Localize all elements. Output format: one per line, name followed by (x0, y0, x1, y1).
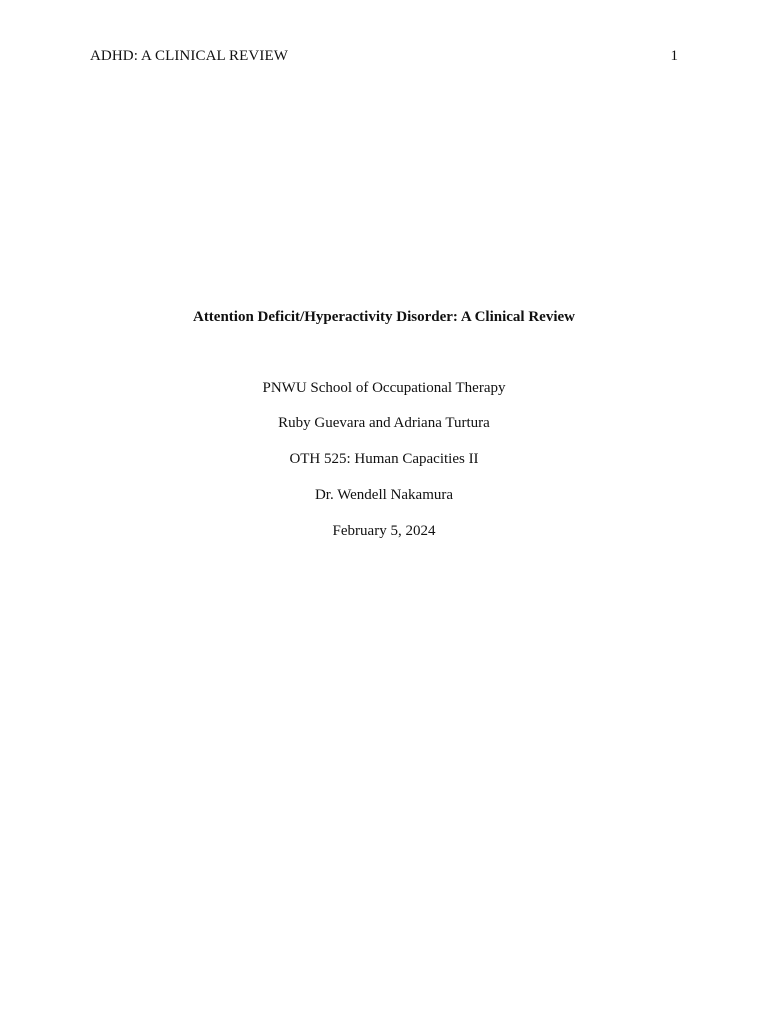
running-head: ADHD: A CLINICAL REVIEW (90, 48, 288, 64)
authors-line: Ruby Guevara and Adriana Turtura (278, 415, 490, 431)
course-line: OTH 525: Human Capacities II (289, 451, 479, 467)
institution-line: PNWU School of Occupational Therapy (262, 380, 506, 396)
instructor-line: Dr. Wendell Nakamura (314, 487, 454, 503)
paper-title: Attention Deficit/Hyperactivity Disorder: A Clinical Review (192, 309, 575, 325)
page-number: 1 (670, 48, 678, 64)
date-line: February 5, 2024 (332, 523, 436, 539)
